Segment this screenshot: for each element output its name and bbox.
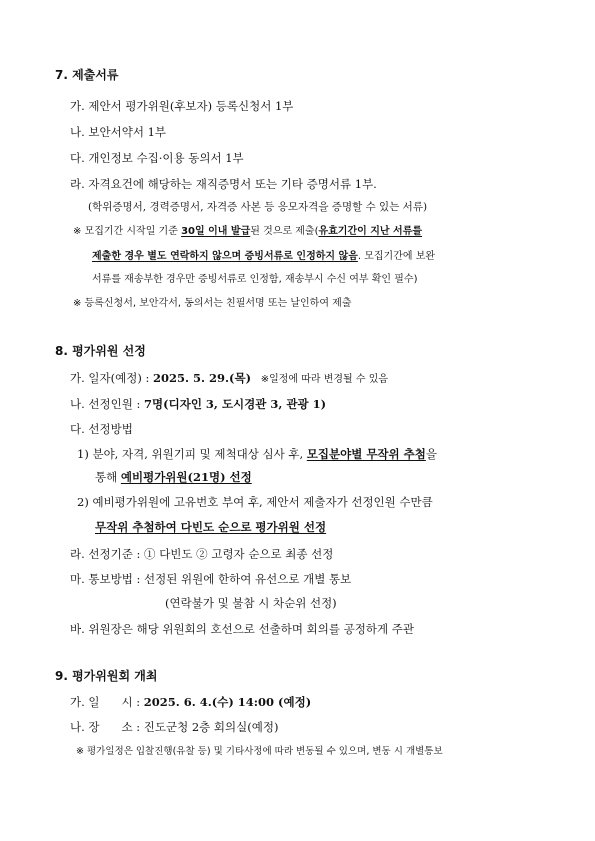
field-label: 가. 일 시 :	[70, 695, 144, 709]
note-text: 모집기간 시작일 기준	[84, 226, 182, 237]
note-mark: ※	[73, 226, 82, 237]
note-text: 된 것으로 제출(	[250, 226, 319, 237]
note-text: . 모집기간에 보완	[357, 251, 436, 262]
note-validity-cont: 서류를 재송부한 경우만 증빙서류로 인정함, 재송부시 수신 여부 확인 필수)	[92, 274, 418, 285]
notification-method: 마. 통보방법 : 선정된 위원에 한하여 유선으로 개별 통보	[70, 572, 352, 586]
note-emphasis: 제출한 경우 별도 연락하지 않으며 증빙서류로 인정하지 않음	[92, 251, 358, 262]
note-signature: ※ 등록신청서, 보안각서, 동의서는 친필서명 또는 날인하여 제출	[73, 298, 352, 309]
note-validity	[73, 224, 422, 240]
section-8-title: 8. 평가위원 선정	[55, 344, 146, 358]
method-emphasis: 무작위 추첨하여 다빈도 순으로 평가위원 선정	[95, 520, 327, 534]
meeting-time	[70, 694, 311, 710]
method-1-cont	[95, 469, 252, 485]
list-item: 나. 보안서약서 1부	[70, 125, 167, 139]
field-label: 나. 선정인원 :	[70, 397, 145, 411]
section-7-title: 7. 제출서류	[55, 68, 119, 82]
method-text: 1) 분야, 자격, 위원기피 및 제척대상 심사 후,	[77, 447, 307, 461]
method-emphasis: 예비평가위원(21명) 선정	[120, 470, 252, 484]
list-item: 가. 제안서 평가위원(후보자) 등록신청서 1부	[70, 99, 294, 113]
selection-count	[70, 396, 326, 412]
field-label: 가. 일자(예정) :	[70, 371, 154, 385]
method-emphasis: 모집분야별 무작위 추첨	[306, 447, 426, 461]
note-emphasis: 30일 이내 발급	[181, 226, 251, 237]
list-item-note: (학위증명서, 경력증명서, 자격증 사본 등 응모자격을 증명할 수 있는 서류)	[88, 201, 428, 213]
note-validity-cont	[92, 249, 435, 265]
method-title: 다. 선정방법	[70, 422, 133, 436]
field-value: 2025. 5. 29.(목)	[153, 371, 252, 385]
note-emphasis: 유효기간이 지난 서류를	[318, 226, 423, 237]
field-note: ※일정에 따라 변경될 수 있음	[260, 374, 389, 385]
schedule-note: ※ 평가일정은 입찰진행(유찰 등) 및 기타사정에 따라 변동될 수 있으며, 변동 시 개별통보	[76, 746, 443, 757]
selection-criteria: 라. 선정기준 : ① 다빈도 ② 고령자 순으로 최종 선정	[70, 547, 334, 561]
field-value: 7명(디자인 3, 도시경관 3, 관광 1)	[144, 397, 327, 411]
list-item: 라. 자격요건에 해당하는 재직증명서 또는 기타 증명서류 1부.	[70, 177, 377, 191]
method-text: 통해	[95, 470, 121, 484]
chair-selection: 바. 위원장은 해당 위원회의 호선으로 선출하며 회의를 공정하게 주관	[70, 622, 414, 636]
list-item: 다. 개인정보 수집·이용 동의서 1부	[70, 151, 244, 165]
selection-date	[70, 370, 388, 388]
method-1	[77, 446, 437, 462]
section-9-title: 9. 평가위원회 개최	[55, 669, 158, 683]
meeting-place: 나. 장 소 : 진도군청 2층 회의실(예정)	[70, 720, 279, 734]
method-text: 을	[425, 447, 437, 461]
notification-note: (연락불가 및 불참 시 차순위 선정)	[165, 596, 337, 610]
method-2: 2) 예비평가위원에 고유번호 부여 후, 제안서 제출자가 선정인원 수만큼	[77, 495, 433, 509]
field-value: 2025. 6. 4.(수) 14:00 (예정)	[143, 695, 312, 709]
